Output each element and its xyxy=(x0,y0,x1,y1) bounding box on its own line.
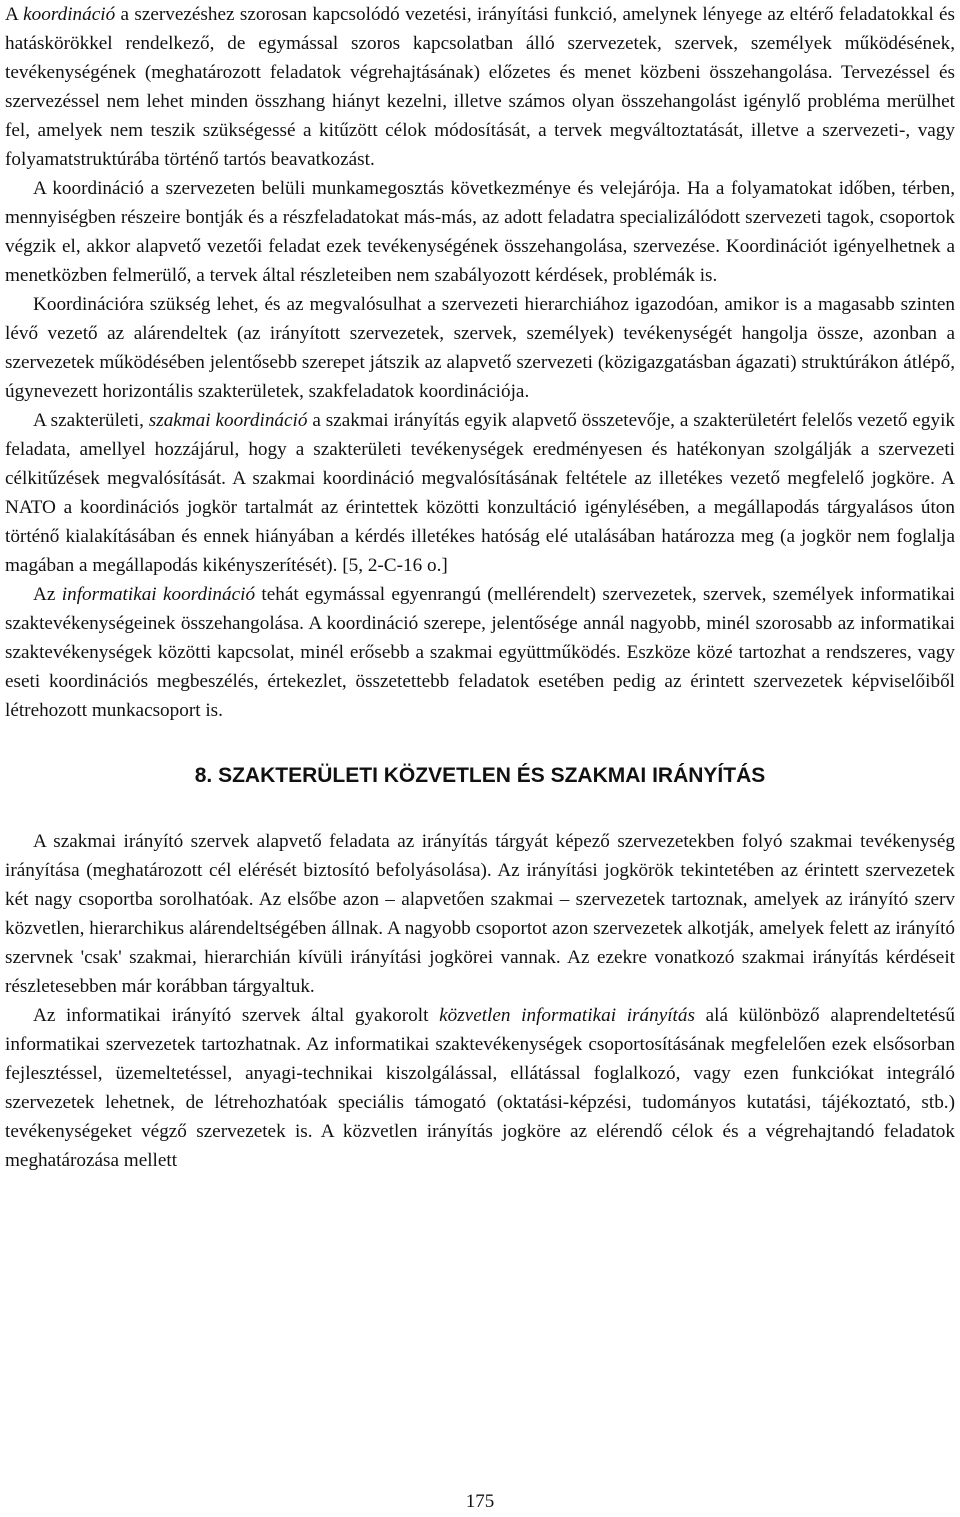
text-run: alá különböző alaprendeltetésű informatikai szervezetek tartozhatnak. Az informatikai szaktevékenységek csoportosításának megfelelően ezek elsősorban fejlesztéssel, üzemeltetéssel, anyagi-technikai kiszolgálással, ellátással foglalkozó, vagy ezen funkciókat integráló szervezetek lehetnek, de létrehozhatóak speciális támogató (oktatási-képzési, tudományos kutatási, tájékoztató, stb.) tevékenységeket végző szervezetek is. A közvetlen irányítás jogköre az elérendő célok és a végrehajtandó feladatok meghatározása mellett xyxy=(5,1005,955,1171)
document-page xyxy=(5,0,955,1175)
text-run: A szakterületi, xyxy=(33,410,149,431)
paragraph-szakmai-koordinacio xyxy=(5,406,955,580)
section-heading: 8. SZAKTERÜLETI KÖZVETLEN ÉS SZAKMAI IRÁNYÍTÁS xyxy=(194,764,766,787)
italic-term: informatikai koordináció xyxy=(61,584,256,605)
page-number: 175 xyxy=(465,1491,495,1512)
text-run: A xyxy=(5,4,24,25)
text-run: Az xyxy=(33,584,62,605)
italic-term: koordináció xyxy=(23,4,116,25)
italic-term: szakmai koordináció xyxy=(148,410,308,431)
paragraph-munkamegosztas: A koordináció a szervezeten belüli munkamegosztás következménye és velejárója. Ha a folyamatokat időben, térben, mennyiségben részeire bontják és a részfeladatokat más-más, az adott feladatra specializálódott szervezeti tagok, csoportok végzik el, akkor alapvető vezetői feladat ezek tevékenységének összehangolása, szervezése. Koordinációt igényelhetnek a menetközben felmerülő, a tervek által részleteiben nem szabályozott kérdések, problémák is. xyxy=(5,178,955,286)
paragraph-szakmai-iranyito-szervek: A szakmai irányító szervek alapvető feladata az irányítás tárgyát képező szervezetekben folyó szakmai tevékenység irányítása (meghatározott cél elérését biztosító befolyásolása). Az irányítási jogkörök tekintetében az érintett szervezetek két nagy csoportba sorolhatóak. Az elsőbe azon – alapvetően szakmai – szervezetek tartoznak, amelyek az irányító szerv közvetlen, hierarchikus alárendeltségében állnak. A nagyobb csoportot azon szervezetek alkotják, amelyek felett az irányító szervnek 'csak' szakmai, hierarchián kívüli irányítási jogkörei vannak. Az ezekre vonatkozó szakmai irányítás kérdéseit részletesebben már korábban tárgyaltuk. xyxy=(5,831,955,997)
paragraph-hierarchia: Koordinációra szükség lehet, és az megvalósulhat a szervezeti hierarchiához igazodóan, amikor is a magasabb szinten lévő vezető az alárendeltek (az irányított szervezetek, szervek, személyek) tevékenységét hangolja össze, azonban a szervezetek működésében jelentősebb szerepet játszik az alapvető szervezeti (közigazgatásban ágazati) struktúrákon átlépő, úgynevezett horizontális szakterületek, szakfeladatok koordinációja. xyxy=(5,294,955,402)
text-run: a szervezéshez szorosan kapcsolódó vezetési, irányítási funkció, amelynek lényege az eltérő feladatokkal és hatáskörökkel rendelkező, de egymással szoros kapcsolatban álló szervezetek, szervek, személyek működésének, tevékenységének (meghatározott feladatok végrehajtásának) előzetes és menet közbeni összehangolása. Tervezéssel és szervezéssel nem lehet minden összhang hiányt kezelni, illetve számos olyan összehangolást igénylő probléma merülhet fel, amelyek nem teszik szükségessé a kitűzött célok módosítását, a tervek megváltoztatását, illetve a szervezeti-, vagy folyamatstruktúrába történő tartós beavatkozást. xyxy=(5,4,955,170)
text-run: tehát egymással egyenrangú (mellérendelt) szervezetek, szervek, személyek informatikai szaktevékenységeinek összehangolása. A koordináció szerepe, jelentősége annál nagyobb, minél szorosabb az informatikai szaktevékenységek közötti kapcsolat, minél erősebb a szakmai együttműködés. Eszköze közé tartozhat a rendszeres, vagy eseti koordinációs megbeszélés, értekezlet, összetettebb feladatok esetében pedig az érintett szervezetek képviselőiből létrehozott munkacsoport is. xyxy=(5,584,955,721)
text-run: a szakmai irányítás egyik alapvető összetevője, a szakterületért felelős vezető egyik feladata, amellyel hozzájárul, hogy a szakterületi tevékenységek eredményesen és hatékonyan szolgálják a szervezeti célkitűzések megvalósítását. A szakmai koordináció megvalósításának feltétele az illetékes vezető megfelelő jogköre. A NATO a koordinációs jogkör tartalmát az érintettek közötti konzultáció igénylésében, a megállapodás tárgyalásos úton történő kialakításában és ennek hiányában a kérdés illetékes hatóság elé utalásában határozza meg (a jogkör nem foglalja magában a megállapodás kikényszerítését). [5, 2-C-16 o.] xyxy=(5,410,955,576)
italic-term: közvetlen informatikai irányítás xyxy=(439,1005,695,1026)
paragraph-kozvetlen-iranyitas xyxy=(5,1001,955,1175)
text-run: Az informatikai irányító szervek által gyakorolt xyxy=(33,1005,440,1026)
paragraph-koordinacio-definition xyxy=(5,0,955,174)
paragraph-informatikai-koordinacio xyxy=(5,580,955,725)
